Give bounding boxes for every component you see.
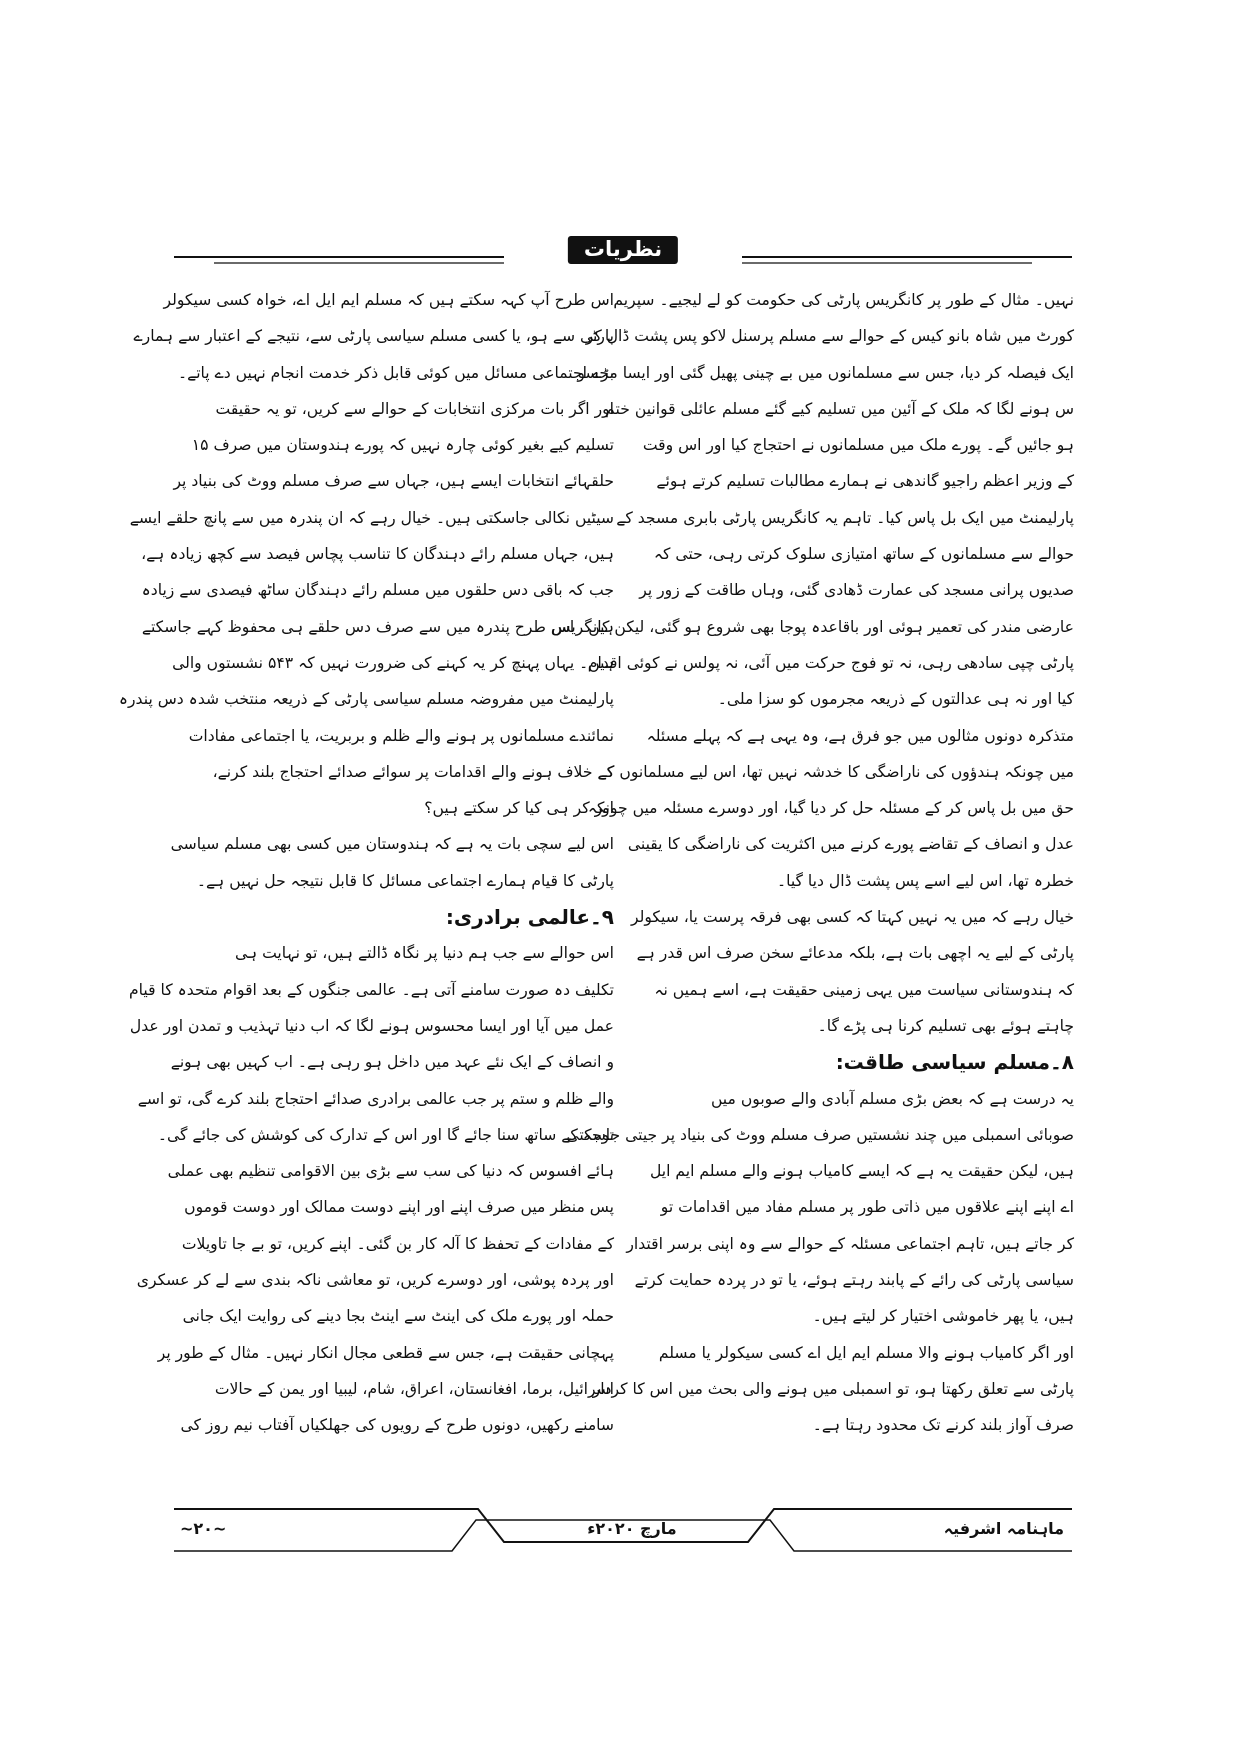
article-line: ہیں۔ یہاں پہنچ کر یہ کہنے کی ضرورت نہیں کہ ۵۴۳ نشستوں والی [172,653,614,672]
article-subheading: ۹۔عالمی برادری: [445,905,614,930]
article-line: میں چونکہ ہندؤوں کی ناراضگی کا خدشہ نہیں تھا، اس لیے مسلمانوں کے [597,762,1074,781]
article-line: پارٹی کا قیام ہمارے اجتماعی مسائل کا قابل نتیجہ حل نہیں ہے۔ [196,871,614,890]
article-line: پارٹی سے تعلق رکھتا ہو، تو اسمبلی میں ہونے والی بحث میں اس کا کردار [592,1379,1074,1398]
article-line: متذکرہ دونوں مثالوں میں جو فرق ہے، وہ یہی ہے کہ پہلے مسئلہ [646,726,1074,745]
article-column-left [118,282,614,1444]
article-line: س ہونے لگا کہ ملک کے آئین میں تسلیم کیے گئے مسلم عائلی قوانین ختم [605,399,1074,418]
article-line: کے مفادات کے تحفظ کا آلہ کار بن گئی۔ اپنے کریں، تو بے جا تاویلات [181,1234,614,1253]
article-line: کے وزیر اعظم راجیو گاندھی نے ہمارے مطالبات تسلیم کرتے ہوئے [656,472,1074,491]
article-line: حملہ اور پورے ملک کی اینٹ سے اینٹ بجا دینے کی روایت ایک جانی [182,1307,614,1326]
article-column-right [551,282,1074,1444]
article-line: خطرہ تھا، اس لیے اسے پس پشت ڈال دیا گیا۔ [776,871,1074,890]
article-line: اے اپنے اپنے علاقوں میں ذاتی طور پر مسلم مفاد میں اقدامات تو [660,1198,1074,1217]
article-line: اور کر ہی کیا کر سکتے ہیں؟ [424,799,614,818]
article-line: ہیں، یا پھر خاموشی اختیار کر لیتے ہیں۔ [812,1307,1074,1326]
page-number: ~۲۰~ [180,1519,227,1538]
article-line: بڑے اجتماعی مسائل میں کوئی قابل ذکر خدمت انجام نہیں دے پاتے۔ [177,363,614,382]
article-line: سیٹیں نکالی جاسکتی ہیں۔ خیال رہے کہ ان پندرہ میں سے پانچ حلقے ایسے [129,508,614,527]
article-line: اس لیے سچی بات یہ ہے کہ ہندوستان میں کسی بھی مسلم سیاسی [170,835,614,854]
magazine-name: ماہنامہ اشرفیہ [943,1519,1064,1538]
article-line: ہیں، لیکن حقیقت یہ ہے کہ ایسے کامیاب ہونے والے مسلم ایم ایل [649,1162,1074,1181]
article-line: کہ ہندوستانی سیاست میں یہی زمینی حقیقت ہے، اسے ہمیں نہ [654,980,1074,999]
article-line: ہو جائیں گے۔ پورے ملک میں مسلمانوں نے احتجاج کیا اور اس وقت [642,436,1074,455]
article-line: خیال رہے کہ میں یہ نہیں کہتا کہ کسی بھی فرقہ پرست یا، سیکولر [630,908,1074,927]
article-line: تکلیف دہ صورت سامنے آتی ہے۔ عالمی جنگوں کے بعد اقوام متحدہ کا قیام [129,980,614,999]
article-line: پس منظر میں صرف اپنے اور اپنے دوست ممالک اور دوست قوموں [184,1198,614,1217]
article-line: سامنے رکھیں، دونوں طرح کے رویوں کی جھلکیاں آفتاب نیم روز کی [180,1416,614,1435]
article-line: پارٹی چپی سادھی رہی، نہ تو فوج حرکت میں آئی، نہ پولس نے کوئی اقدام [587,653,1074,672]
article-line: کر جاتے ہیں، تاہم اجتماعی مسئلہ کے حوالے سے وہ اپنی برسر اقتدار [626,1234,1074,1253]
article-line: ہیں، جہاں مسلم رائے دہندگان کا تناسب پچاس فیصد سے کچھ زیادہ ہے، [141,545,614,564]
article-line: توجہ کے ساتھ سنا جائے گا اور اس کے تدارک کی کوشش کی جائے گی۔ [157,1125,614,1144]
article-line: تسلیم کیے بغیر کوئی چارہ نہیں کہ پورے ہندوستان میں صرف ۱۵ [191,436,614,455]
article-line: پارٹی سے ہو، یا کسی مسلم سیاسی پارٹی سے، نتیجے کے اعتبار سے ہمارے [133,327,614,346]
article-line: کورٹ میں شاہ بانو کیس کے حوالے سے مسلم پرسنل لاکو پس پشت ڈال کر [585,327,1074,346]
article-line: یہ درست ہے کہ بعض بڑی مسلم آبادی والے صوبوں میں [710,1089,1074,1108]
article-line: پہچانی حقیقت ہے، جس سے قطعی مجال انکار نہیں۔ مثال کے طور پر [157,1343,614,1362]
article-line: عارضی مندر کی تعمیر ہوئی اور باقاعدہ پوجا بھی شروع ہو گئی، لیکن کانگریس [551,617,1074,636]
article-line: اور اگر کامیاب ہونے والا مسلم ایم ایل اے کسی سیکولر یا مسلم [658,1343,1074,1362]
article-line: چاہتے ہوئے بھی تسلیم کرنا ہی پڑے گا۔ [817,1016,1074,1035]
article-line: اسرائیل، برما، افغانستان، اعراق، شام، لیبیا اور یمن کے حالات [214,1379,614,1398]
article-line: والے ظلم و ستم پر جب عالمی برادری صدائے احتجاج بلند کرے گی، تو اسے [137,1089,614,1108]
article-line: صوبائی اسمبلی میں چند نشستیں صرف مسلم ووٹ کی بنیاد پر جیتی جاسکتی [566,1125,1074,1144]
article-line: کے خلاف ہونے والے اقدامات پر سوائے صدائے احتجاج بلند کرنے، [212,762,614,781]
article-line: نمائندے مسلمانوں پر ہونے والے ظلم و بربریت، یا اجتماعی مفادات [188,726,614,745]
article-line: اور اگر بات مرکزی انتخابات کے حوالے سے کریں، تو یہ حقیقت [215,399,614,418]
issue-date: مارچ ۲۰۲۰ء [587,1519,677,1538]
article-line: ہائے افسوس کہ دنیا کی سب سے بڑی بین الاقوامی تنظیم بھی عملی [167,1162,614,1181]
article-line: حق میں بل پاس کر کے مسئلہ حل کر دیا گیا، اور دوسرے مسئلہ میں چونکہ [587,799,1074,818]
article-line: ایک فیصلہ کر دیا، جس سے مسلمانوں میں بے چینی پھیل گئی اور ایسا محسو [577,363,1074,382]
article-line: کیا اور نہ ہی عدالتوں کے ذریعہ مجرموں کو سزا ملی۔ [717,690,1074,709]
page-footer [174,1506,1072,1556]
article-line: عمل میں آیا اور ایسا محسوس ہونے لگا کہ اب دنیا تہذیب و تمدن اور عدل [129,1016,614,1035]
section-header [174,232,1072,280]
article-line: صدیوں پرانی مسجد کی عمارت ڈھادی گئی، وہاں طاقت کے زور پر [639,581,1074,600]
section-title: نظریات [568,236,678,264]
article-line: صرف آواز بلند کرنے تک محدود رہتا ہے۔ [812,1416,1074,1435]
article-line: اس طرح آپ کہہ سکتے ہیں کہ مسلم ایم ایل اے، خواہ کسی سیکولر [163,291,614,309]
article-line: اور پردہ پوشی، اور دوسرے کریں، تو معاشی ناکہ بندی سے لے کر عسکری [136,1271,614,1290]
article-subheading: ۸۔مسلم سیاسی طاقت: [835,1050,1074,1075]
article-line: حوالے سے مسلمانوں کے ساتھ امتیازی سلوک کرتی رہی، حتی کہ [653,545,1074,564]
article-line: جب کہ باقی دس حلقوں میں مسلم رائے دہندگان ساٹھ فیصدی سے زیادہ [141,581,614,600]
article-line: حلقہائے انتخابات ایسے ہیں، جہاں سے صرف مسلم ووٹ کی بنیاد پر [173,472,614,491]
article-line: اس حوالے سے جب ہم دنیا پر نگاہ ڈالتے ہیں، تو نہایت ہی [235,944,614,963]
article-line: سیاسی پارٹی کی رائے کے پابند رہتے ہوئے، یا تو در پردہ حمایت کرتے [634,1271,1074,1290]
article-line: پارلیمنٹ میں ایک بل پاس کیا۔ تاہم یہ کانگریس پارٹی بابری مسجد کے [616,508,1074,527]
article-line: عدل و انصاف کے تقاضے پورے کرنے میں اکثریت کی ناراضگی کا یقینی [627,835,1074,854]
article-line: پارٹی کے لیے یہ اچھی بات ہے، بلکہ مدعائے سخن صرف اس قدر ہے [636,944,1074,963]
article-line: نہیں۔ مثال کے طور پر کانگریس پارٹی کی حکومت کو لے لیجیے۔ سپریم [613,291,1074,309]
article-line: و انصاف کے ایک نئے عہد میں داخل ہو رہی ہے۔ اب کہیں بھی ہونے [170,1053,614,1072]
article-line: ہیں۔ اس طرح پندرہ میں سے صرف دس حلقے ہی محفوظ کہے جاسکتے [141,617,614,636]
article-line: پارلیمنٹ میں مفروضہ مسلم سیاسی پارٹی کے ذریعہ منتخب شدہ دس پندرہ [118,690,614,709]
